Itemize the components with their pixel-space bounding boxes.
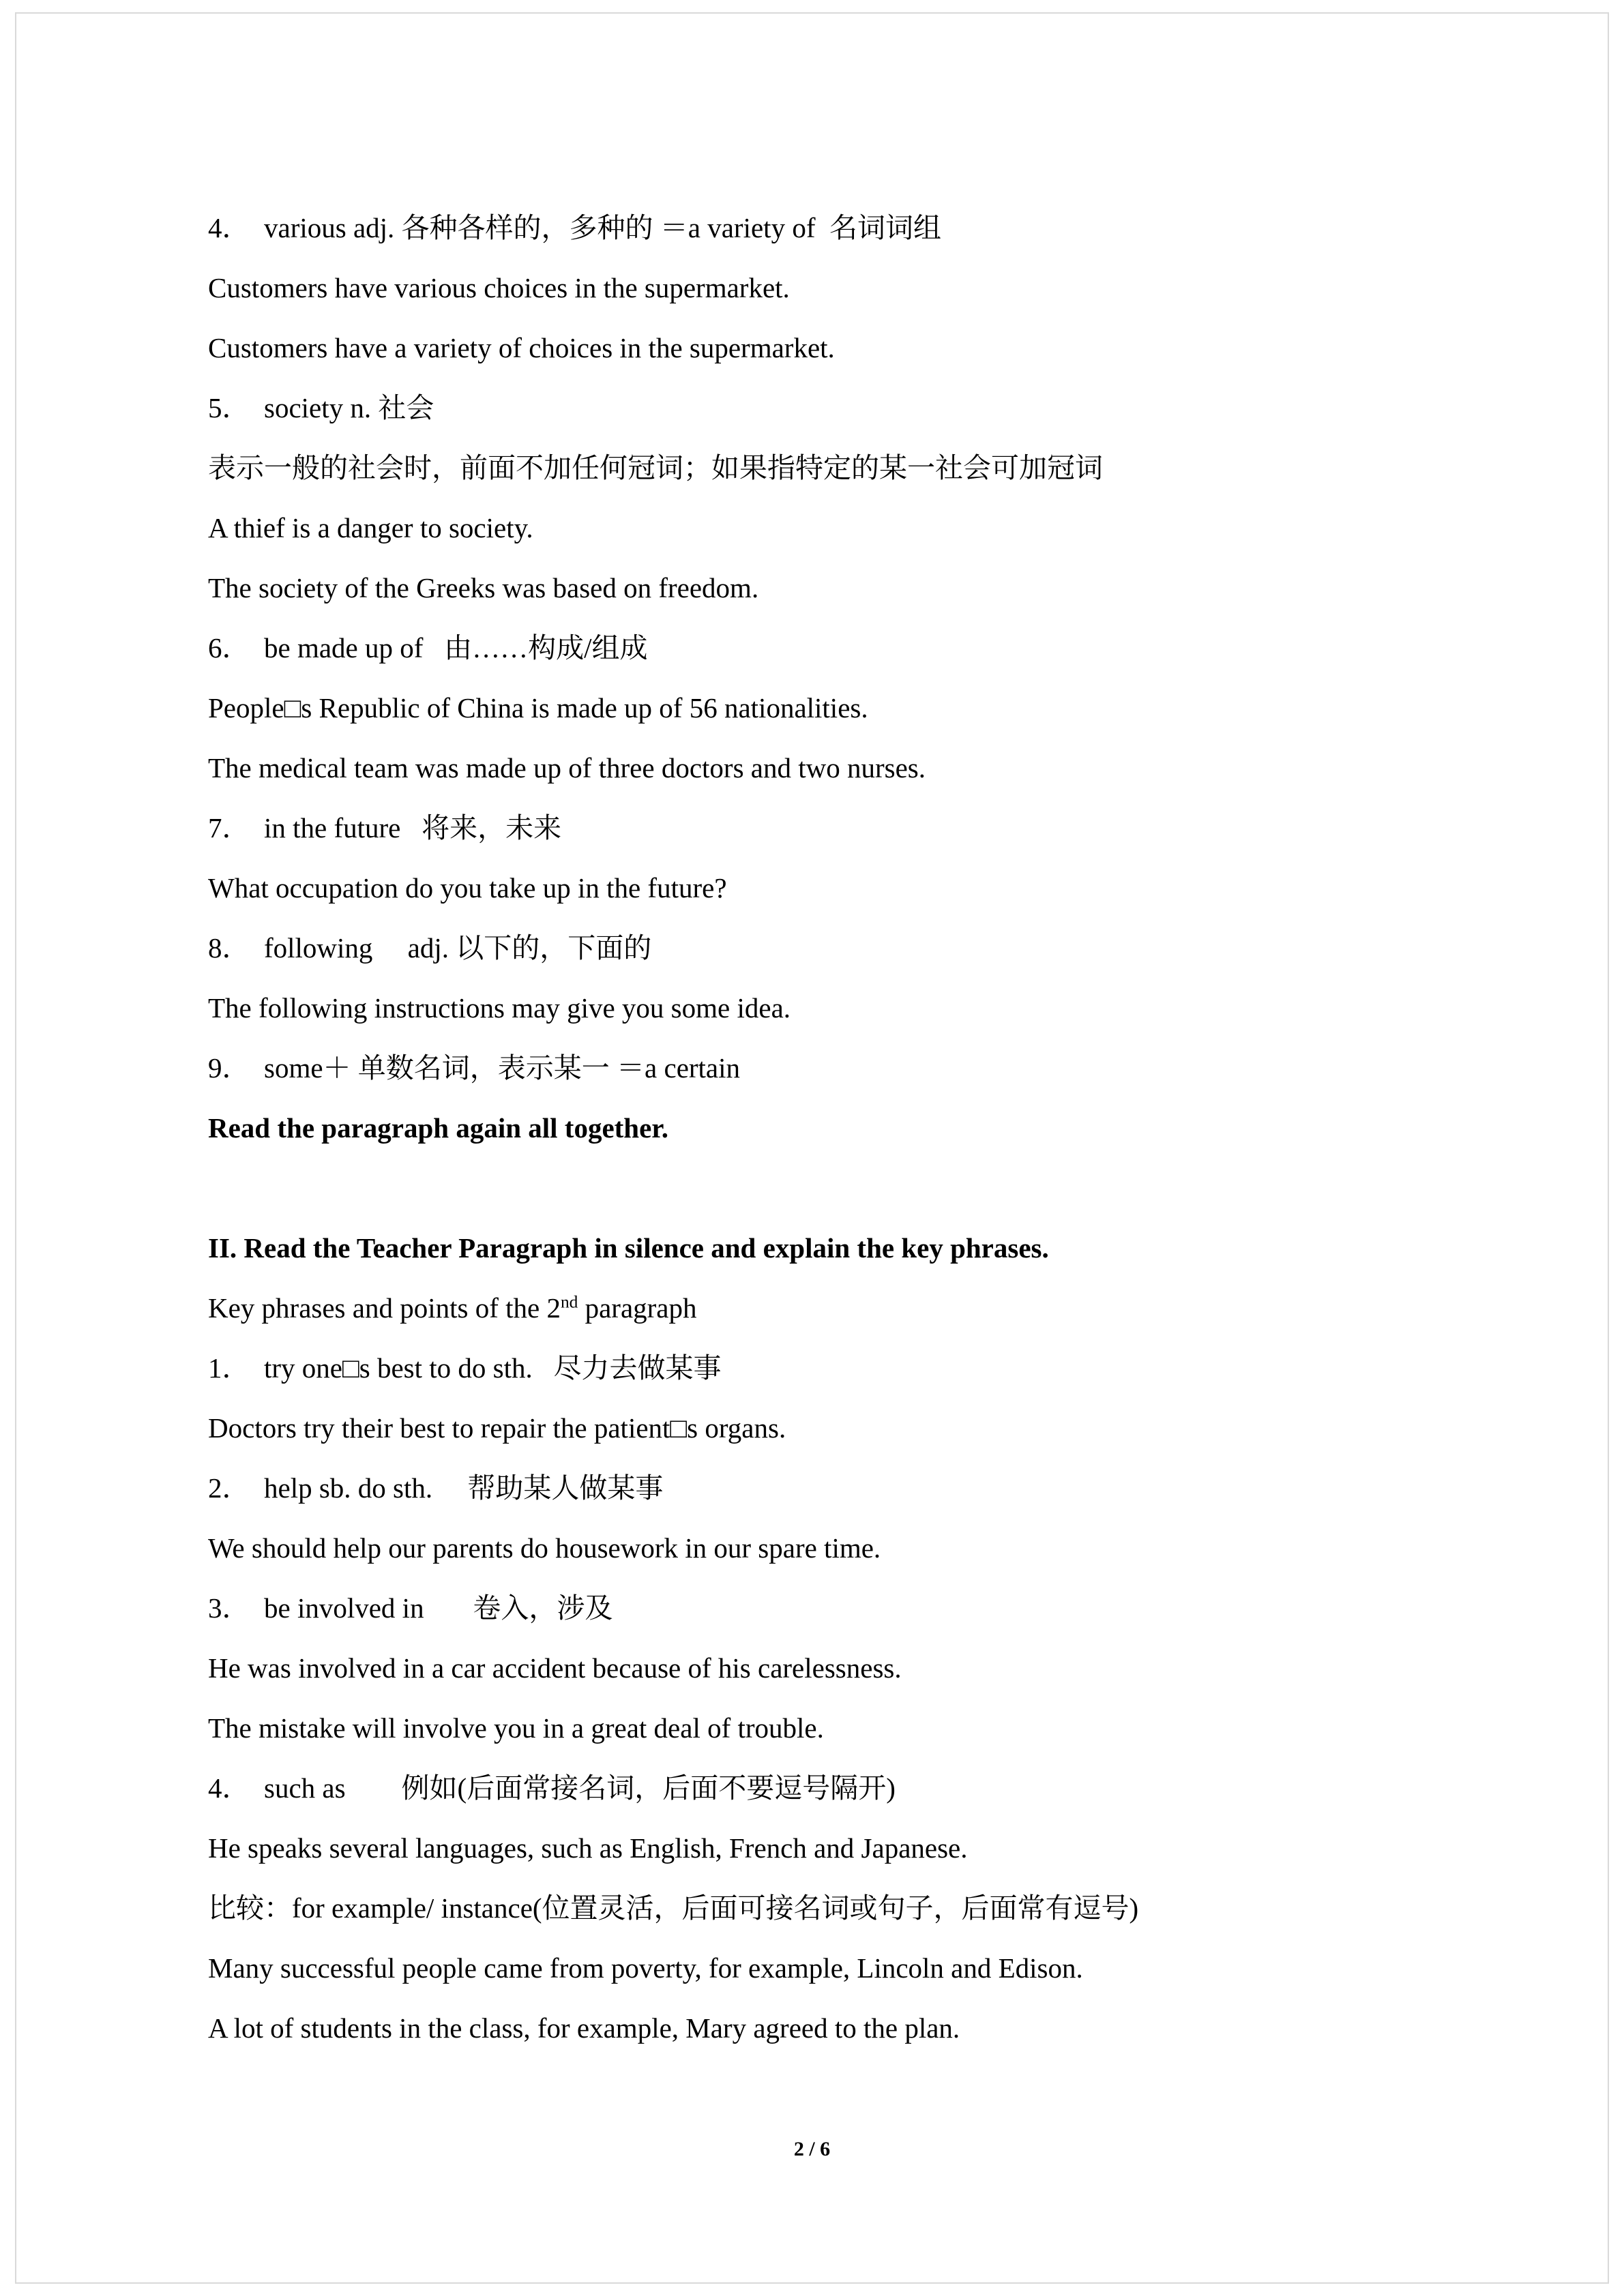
text-line: 4． various adj. 各种各样的，多种的 ＝a variety of 名词词组	[208, 212, 941, 243]
section-two-heading: II. Read the Teacher Paragraph in silence and explain the key phrases.	[208, 1232, 1049, 1264]
text-line: 3． be involved in 卷入，涉及	[208, 1592, 613, 1624]
text-line: He was involved in a car accident because of his carelessness.	[208, 1652, 902, 1684]
text-line: The society of the Greeks was based on freedom.	[208, 572, 759, 603]
text-line: 比较：for example/ instance(位置灵活，后面可接名词或句子，后面常有逗号)	[208, 1892, 1139, 1924]
section-two-intro	[208, 1278, 1408, 1338]
text-line: We should help our parents do housework in our spare time.	[208, 1532, 881, 1564]
section-spacer	[208, 1158, 1408, 1218]
text-line: A lot of students in the class, for example, Mary agreed to the plan.	[208, 2012, 960, 2044]
document-body	[208, 198, 1408, 2058]
instruction-read-again: Read the paragraph again all together.	[208, 1112, 668, 1144]
text-line: People□s Republic of China is made up of 56 nationalities.	[208, 692, 868, 724]
intro-suffix: paragraph	[578, 1292, 697, 1324]
text-line: Many successful people came from poverty, for example, Lincoln and Edison.	[208, 1952, 1083, 1984]
text-line: 8． following adj. 以下的，下面的	[208, 932, 652, 964]
text-line: Customers have various choices in the supermarket.	[208, 272, 790, 303]
text-line: The following instructions may give you some idea.	[208, 992, 791, 1024]
intro-prefix: Key phrases and points of the 2	[208, 1292, 561, 1324]
text-line: Customers have a variety of choices in the supermarket.	[208, 332, 835, 363]
text-line: Doctors try their best to repair the patient□s organs.	[208, 1412, 786, 1444]
text-line: 5． society n. 社会	[208, 392, 434, 423]
text-line: What occupation do you take up in the future?	[208, 872, 727, 904]
text-line: 9． some＋ 单数名词，表示某一 ＝a certain	[208, 1052, 741, 1084]
text-line: 6． be made up of 由……构成/组成	[208, 632, 648, 664]
text-line: The medical team was made up of three doctors and two nurses.	[208, 752, 926, 784]
text-line: 表示一般的社会时，前面不加任何冠词；如果指特定的某一社会可加冠词	[208, 452, 1103, 483]
page-number: 2 / 6	[793, 2138, 831, 2160]
text-line: 4． such as 例如(后面常接名词，后面不要逗号隔开)	[208, 1772, 896, 1804]
text-line: 1． try one□s best to do sth. 尽力去做某事	[208, 1352, 722, 1384]
text-line: He speaks several languages, such as English, French and Japanese.	[208, 1832, 968, 1864]
text-line: 7． in the future 将来，未来	[208, 812, 562, 844]
text-line: A thief is a danger to society.	[208, 512, 533, 543]
text-line: The mistake will involve you in a great deal of trouble.	[208, 1712, 824, 1744]
intro-ordinal-suffix: nd	[560, 1292, 578, 1312]
text-line: 2． help sb. do sth. 帮助某人做某事	[208, 1472, 664, 1504]
